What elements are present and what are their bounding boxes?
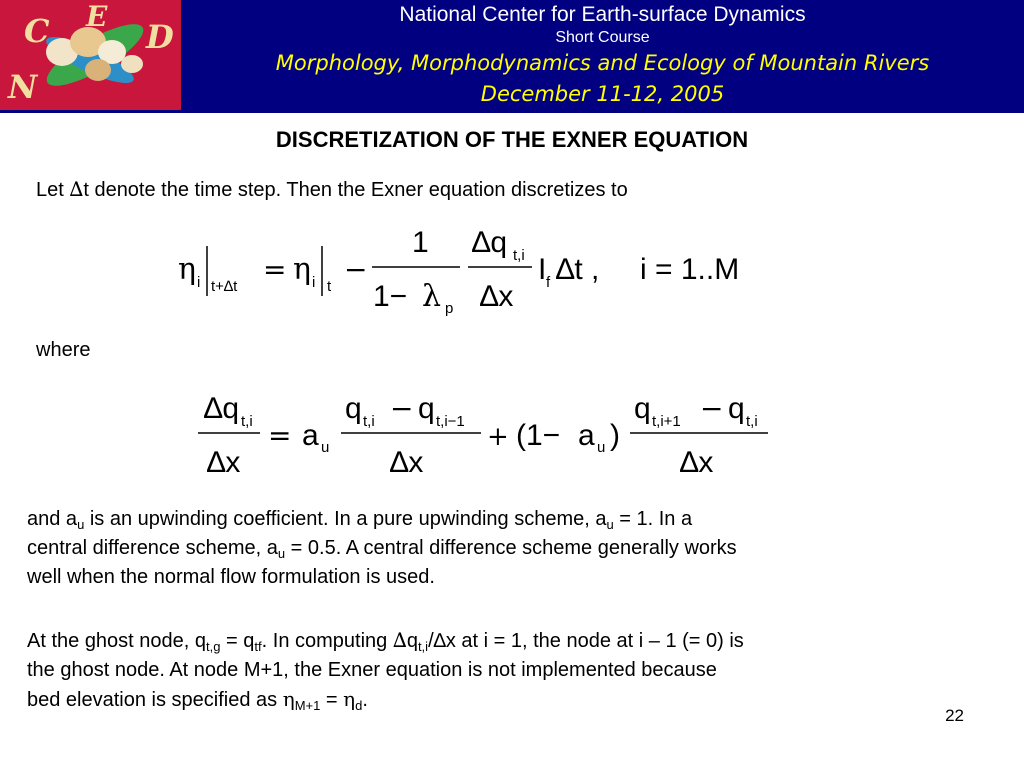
eq1-num-one: 1 xyxy=(412,226,429,259)
eq2-minus2: − xyxy=(700,392,724,425)
eq1-sub-t: t xyxy=(327,278,332,295)
para2-line3: bed elevation is specified as $\eta_{M+1} = \eta_d$. xyxy=(27,687,368,713)
logo-letter-d: D xyxy=(146,18,174,56)
slide-title: DISCRETIZATION OF THE EXNER EQUATION xyxy=(275,127,749,152)
eq2-num-dq: ∆q xyxy=(204,392,240,425)
eq2-den-dx3: ∆x xyxy=(680,446,714,479)
para1-line3: well when the normal flow formulation is used. xyxy=(27,566,435,588)
eq1-num-dq: ∆q xyxy=(472,226,508,259)
logo-letter-c: C xyxy=(24,12,50,50)
eq1-sub-i2: i xyxy=(312,274,316,291)
ced-logo xyxy=(0,0,181,110)
course-type: Short Course xyxy=(555,29,650,46)
eq1-eta2: η xyxy=(293,252,311,287)
eq1-sub-ti: t,i xyxy=(513,247,525,264)
eq2-den-dx2: ∆x xyxy=(390,446,424,479)
course-date: December 11-12, 2005 xyxy=(480,82,725,106)
eq2-den-dx1: ∆x xyxy=(207,446,241,479)
eq1-sub-i: i xyxy=(197,274,201,291)
eq1-den-one-minus: 1− xyxy=(373,280,408,313)
eq2-q2: q xyxy=(418,392,435,425)
eq1-sub-f: f xyxy=(546,274,551,291)
logo-pebble-icon xyxy=(85,59,111,81)
eq2-sub-u2: u xyxy=(597,439,606,456)
intro-text: Let ∆t denote the time step. Then the Exner equation discretizes to xyxy=(36,177,628,201)
logo-graphic xyxy=(0,0,181,110)
para2-line1: At the ghost node, $q_{t,g} = q_{tf}$. In computing $\Delta q_{t,i}/\Delta x$ at i = 1, the node at i – 1 (= 0) is xyxy=(27,628,744,654)
eq2-sub-tim1: t,i−1 xyxy=(436,413,465,430)
course-title: Morphology, Morphodynamics and Ecology of Mountain Rivers xyxy=(275,51,930,75)
eq2-sub-ti2: t,i xyxy=(363,413,375,430)
header-divider xyxy=(0,110,1024,113)
eq1-den-dx: ∆x xyxy=(480,280,514,313)
logo-letter-e: E xyxy=(86,0,108,33)
paragraph-upwinding xyxy=(27,505,987,592)
eq2-sub-ti4: t,i xyxy=(746,413,758,430)
eq2-sub-u: u xyxy=(321,439,330,456)
eq2-q3: q xyxy=(634,392,651,425)
eq2-close-paren: ) xyxy=(610,419,620,452)
eq2-q1: q xyxy=(345,392,362,425)
eq2-plus: + xyxy=(487,422,509,452)
eq2-a2: a xyxy=(578,419,595,452)
para1-line1: and $a_u$ is an upwinding coefficient. In a pure upwinding scheme, $a_u = 1$. In a xyxy=(27,508,693,532)
eq2-minus1: − xyxy=(390,392,414,425)
logo-letter-n: N xyxy=(8,68,38,106)
eq1-lambda: λ xyxy=(422,279,442,314)
eq1-eta: η xyxy=(178,252,196,287)
para1-line2: central difference scheme, $a_u = 0.5$. A central difference scheme generally works xyxy=(27,537,737,561)
logo-pebble-icon xyxy=(121,55,143,73)
eq1-range: i = 1..M xyxy=(640,253,740,286)
slide-header xyxy=(0,0,1024,110)
paragraph-ghost-node xyxy=(27,626,987,715)
eq2-a: a xyxy=(302,419,319,452)
eq1-sub-p: p xyxy=(445,300,454,317)
eq1-equals: = xyxy=(263,253,287,286)
page-number: 22 xyxy=(945,706,964,725)
where-text: where xyxy=(36,339,91,361)
eq2-sub-ti: t,i xyxy=(241,413,253,430)
eq1-minus: − xyxy=(344,253,368,286)
eq2-one-minus: (1− xyxy=(516,419,561,452)
organization-name: National Center for Earth-surface Dynamics xyxy=(399,3,806,26)
eq2-sub-tip1: t,i+1 xyxy=(652,413,681,430)
eq1-dt: ∆t , xyxy=(556,253,600,286)
eq2-q4: q xyxy=(728,392,745,425)
para2-line2: the ghost node. At node M+1, the Exner equation is not implemented because xyxy=(27,659,717,681)
eq1-sub-tdt: t+∆t xyxy=(211,278,238,295)
eq2-equals: = xyxy=(268,419,292,452)
eq1-If: I xyxy=(538,253,547,286)
